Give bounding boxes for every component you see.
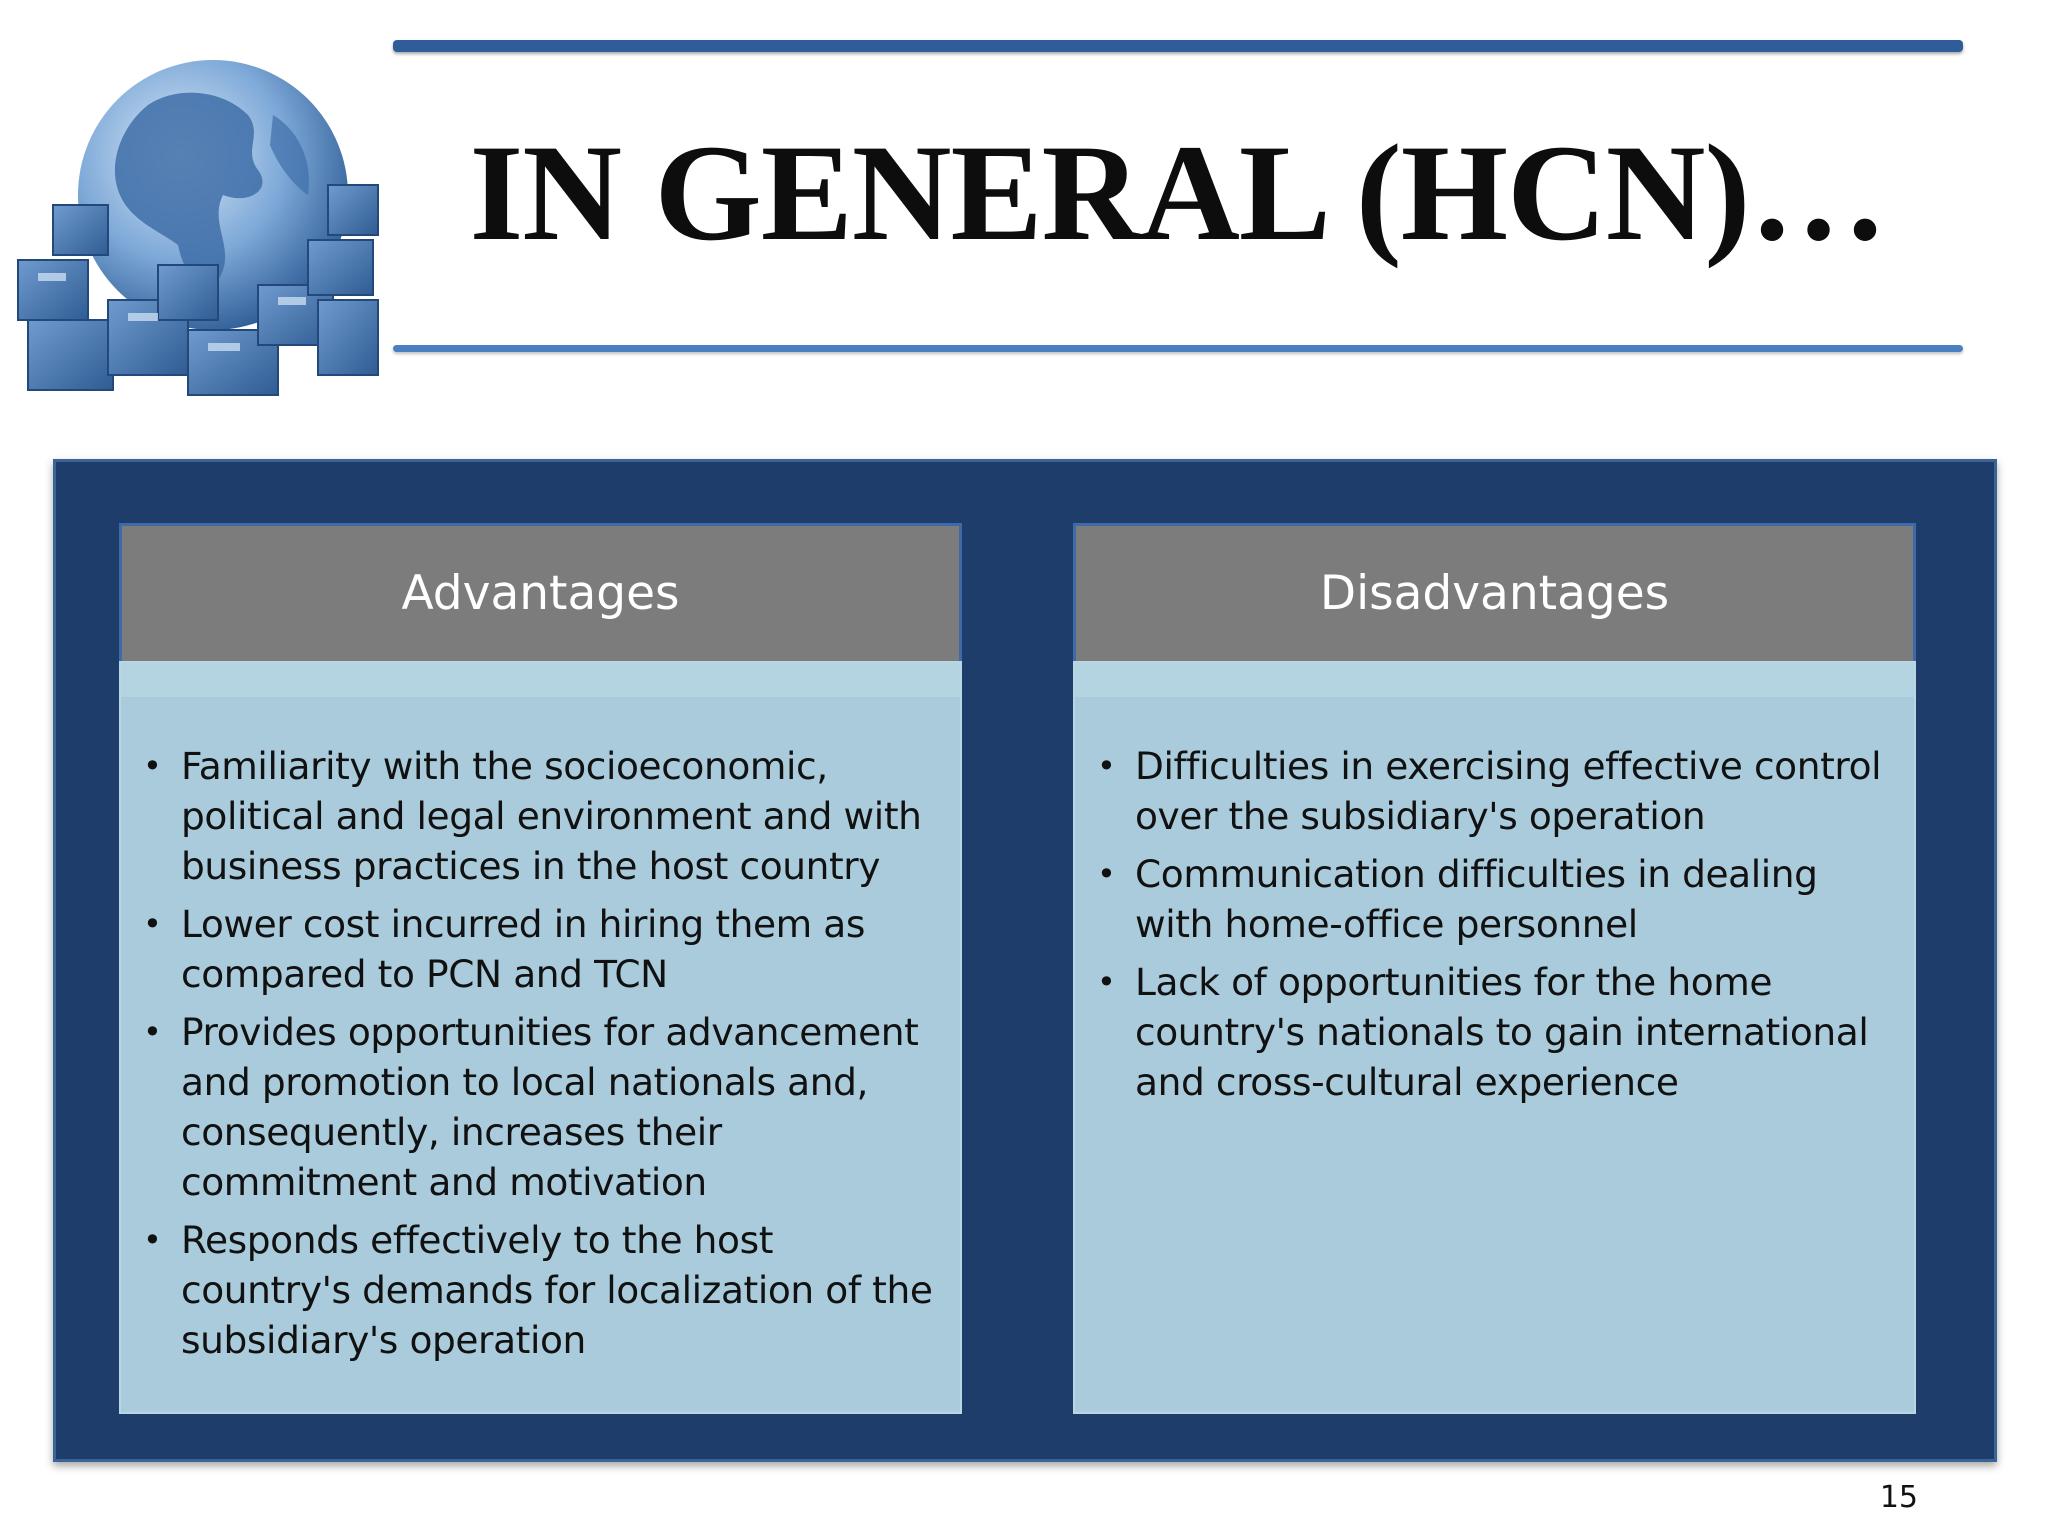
list-item: • Difficulties in exercising effective control over the subsidiary's operation bbox=[1135, 741, 1894, 841]
advantages-body bbox=[119, 661, 962, 1414]
bullet-icon: • bbox=[1097, 855, 1116, 893]
bullet-icon: • bbox=[1097, 747, 1116, 785]
bullet-icon: • bbox=[143, 1221, 162, 1259]
slide-title: IN GENERAL (HCN)… bbox=[469, 116, 1887, 269]
bullet-icon: • bbox=[1097, 963, 1116, 1001]
list-item: • Familiarity with the socioeconomic, political and legal environment and with business practices in the host country bbox=[181, 741, 940, 891]
comparison-frame bbox=[53, 459, 1997, 1462]
bullet-icon: • bbox=[143, 747, 162, 785]
disadvantages-list bbox=[1075, 741, 1914, 1115]
disadvantages-column bbox=[1073, 523, 1916, 1414]
advantages-list bbox=[121, 741, 960, 1373]
globe-with-boxes-icon bbox=[8, 45, 388, 405]
list-item: • Lack of opportunities for the home country's nationals to gain international and cross-cultural experience bbox=[1135, 957, 1894, 1107]
bullet-icon: • bbox=[143, 905, 162, 943]
header-rule-top bbox=[393, 40, 1963, 52]
disadvantages-header: Disadvantages bbox=[1073, 523, 1916, 661]
list-item: • Responds effectively to the host country's demands for localization of the subsidiary's operation bbox=[181, 1215, 940, 1365]
list-item: • Communication difficulties in dealing with home-office personnel bbox=[1135, 849, 1894, 949]
header-rule-bottom bbox=[393, 345, 1963, 352]
list-item: • Lower cost incurred in hiring them as compared to PCN and TCN bbox=[181, 899, 940, 999]
advantages-header: Advantages bbox=[119, 523, 962, 661]
bullet-icon: • bbox=[143, 1013, 162, 1051]
list-item: • Provides opportunities for advancement and promotion to local nationals and, consequently, increases their commitment and motivation bbox=[181, 1007, 940, 1207]
disadvantages-body bbox=[1073, 661, 1916, 1414]
page-number: 15 bbox=[1879, 1480, 1918, 1515]
advantages-column bbox=[119, 523, 962, 1414]
